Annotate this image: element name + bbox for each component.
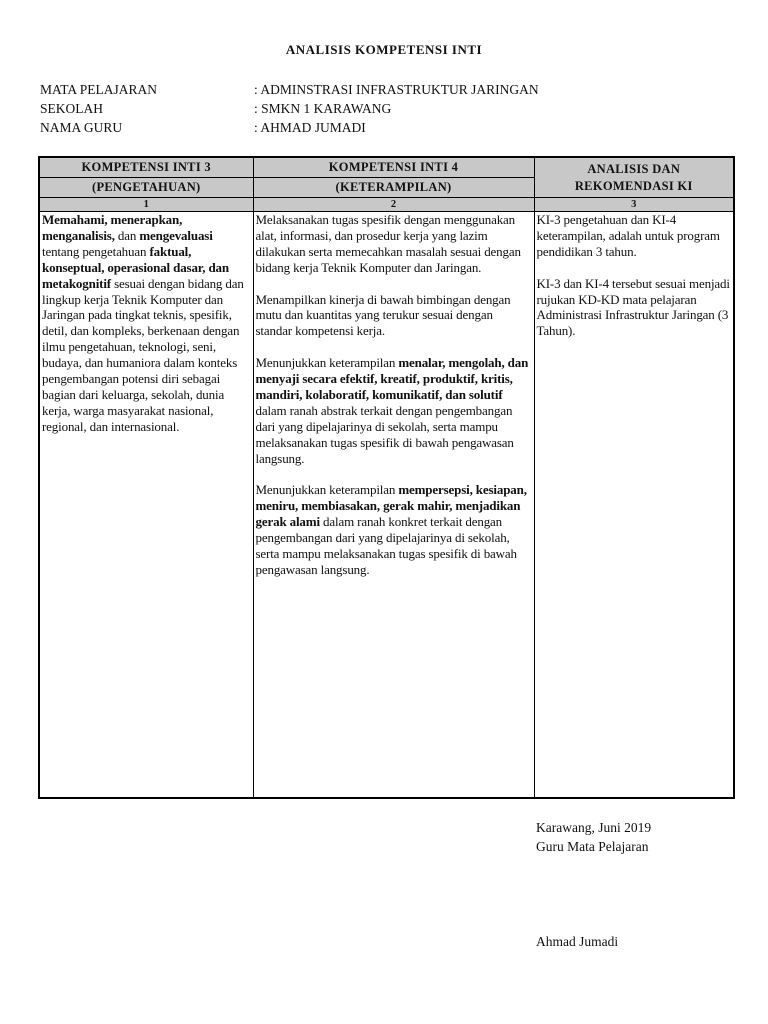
column-number: 3 bbox=[534, 198, 734, 212]
ki3-text: tentang pengetahuan bbox=[42, 243, 150, 259]
analysis-paragraph: KI-3 dan KI-4 tersebut sesuai menjadi rujukan KD-KD mata pelajaran Administrasi Infrastruktur Jaringan (3 Tahun). bbox=[536, 275, 730, 339]
ki4-paragraph: Melaksanakan tugas spesifik dengan menggunakan alat, informasi, dan prosedur kerja yang lazim dilakukan serta memecahkan masalah sesuai dengan bidang kerja Teknik Komputer dan Jaringan. bbox=[255, 212, 521, 275]
meta-label: NAMA GURU bbox=[40, 120, 123, 135]
header-analysis-line2: REKOMENDASI KI bbox=[574, 178, 693, 193]
meta-row-school bbox=[40, 99, 539, 118]
ki3-content-cell bbox=[39, 212, 253, 799]
meta-label: SEKOLAH bbox=[40, 101, 103, 116]
header-ki3-subtitle: (PENGETAHUAN) bbox=[39, 178, 253, 198]
header-analysis-line1: ANALISIS DAN bbox=[587, 161, 681, 176]
meta-row-teacher bbox=[40, 118, 539, 137]
analysis-content-cell bbox=[534, 212, 734, 799]
header-ki4-title: KOMPETENSI INTI 4 bbox=[253, 157, 534, 178]
header-analysis bbox=[534, 157, 734, 198]
header-ki3-title: KOMPETENSI INTI 3 bbox=[39, 157, 253, 178]
ki3-text-bold: mengevaluasi bbox=[139, 227, 213, 243]
ki3-text: sesuai dengan bidang dan lingkup kerja Teknik Komputer dan Jaringan pada tingkat teknis, spesifik, detil, dan kompleks, berkenaan dengan ilmu pengetahuan, teknologi, seni, budaya, dan humaniora dalam konteks pengembangan potensi diri sebagai bagian dari keluarga, sekolah, dunia kerja, warga masyarakat nasional, regional, dan internasional. bbox=[42, 275, 244, 434]
ki4-text: Menunjukkan keterampilan bbox=[255, 482, 399, 498]
ki4-text: Menunjukkan keterampilan bbox=[255, 355, 399, 371]
ki4-paragraph bbox=[256, 482, 532, 577]
signature-block bbox=[536, 818, 651, 856]
signature-name: Ahmad Jumadi bbox=[536, 934, 619, 949]
ki4-text: dalam ranah abstrak terkait dengan pengembangan dari yang dipelajarinya di sekolah, serta mampu melaksanakan tugas spesifik di bawah pengawasan langsung. bbox=[255, 402, 514, 466]
signature-place-date: Karawang, Juni 2019 bbox=[536, 820, 652, 835]
signature-role: Guru Mata Pelajaran bbox=[536, 839, 649, 854]
ki4-text: dalam ranah konkret terkait dengan pengembangan dari yang dipelajarinya di sekolah, serta mampu melaksanakan tugas spesifik di bawah pengawasan langsung. bbox=[255, 514, 517, 577]
ki4-text-bold: menalar, mengolah, dan menyaji secara efektif, kreatif, produktif, kritis, mandiri, kolaboratif, komunikatif, dan solutif bbox=[255, 355, 529, 402]
ki3-text: dan bbox=[114, 227, 140, 243]
ki4-paragraph: Menampilkan kinerja di bawah bimbingan dengan mutu dan kuantitas yang terukur sesuai dengan standar kompetensi kerja. bbox=[255, 291, 511, 339]
column-number: 1 bbox=[39, 198, 253, 212]
document-title: ANALISIS KOMPETENSI INTI bbox=[285, 42, 483, 57]
meta-label: MATA PELAJARAN bbox=[40, 82, 158, 97]
ki3-text-bold: faktual, konseptual, operasional dasar, dan metakognitif bbox=[42, 243, 229, 291]
meta-info bbox=[40, 80, 539, 137]
ki4-content-cell bbox=[253, 212, 534, 799]
column-number: 2 bbox=[253, 198, 534, 212]
analysis-paragraph: KI-3 pengetahuan dan KI-4 keterampilan, adalah untuk program pendidikan 3 tahun. bbox=[536, 212, 720, 259]
meta-value: : AHMAD JUMADI bbox=[254, 120, 366, 135]
ki4-paragraph bbox=[256, 355, 532, 466]
ki3-text-bold: Memahami, menerapkan, menganalisis, bbox=[42, 212, 183, 243]
competency-table bbox=[38, 156, 735, 799]
meta-value: : ADMINSTRASI INFRASTRUKTUR JARINGAN bbox=[254, 82, 539, 97]
meta-value: : SMKN 1 KARAWANG bbox=[254, 101, 392, 116]
header-ki4-subtitle: (KETERAMPILAN) bbox=[253, 178, 534, 198]
ki4-text-bold: mempersepsi, kesiapan, meniru, membiasakan, gerak mahir, menjadikan gerak alami bbox=[255, 482, 527, 530]
meta-row-subject bbox=[40, 80, 539, 99]
